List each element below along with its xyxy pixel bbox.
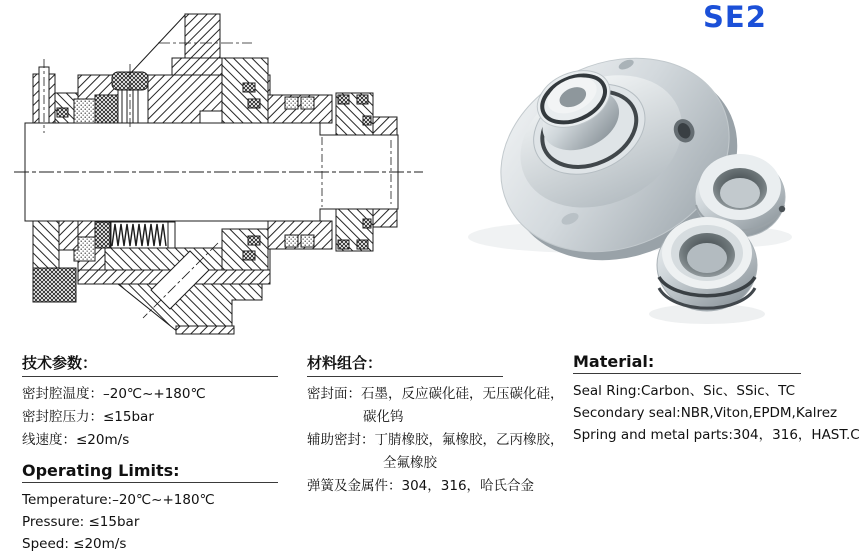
operating-limits-heading: Operating Limits:: [22, 461, 278, 483]
o-ring: [243, 83, 255, 92]
material-line: 全氟橡胶: [383, 455, 437, 471]
product-photo: [430, 25, 850, 340]
material-line: 碳化钨: [363, 409, 404, 425]
material-line: 密封面：石墨，反应碳化硅，无压碳化硅，: [307, 386, 564, 402]
tech-params-section: [22, 352, 278, 555]
material-en-line: Seal Ring:Carbon、Sic、SSic、TC: [573, 383, 796, 399]
materials-en-heading: Material:: [573, 352, 801, 374]
tech-param-line: 密封腔压力：≤15bar: [22, 409, 154, 425]
o-ring: [248, 99, 260, 108]
material-line: 辅助密封：丁腈橡胶，氟橡胶，乙丙橡胶，: [307, 432, 564, 448]
operating-limit-line: Pressure: ≤15bar: [22, 514, 140, 530]
product-code-title: SE2: [703, 0, 767, 34]
packing-top: [74, 99, 95, 123]
materials-cn-section: [307, 352, 569, 498]
material-line: 弹簧及金属件：304，316，哈氏合金: [307, 478, 535, 494]
operating-limit-line: Speed: ≤20m/s: [22, 536, 127, 552]
seal-ring-front: [657, 217, 757, 311]
bottom-boss: [118, 284, 262, 332]
cross-section-drawing: [0, 0, 430, 345]
materials-en-section: [573, 352, 860, 446]
material-en-line: Secondary seal:NBR,Viton,EPDM,Kalrez: [573, 405, 838, 421]
tech-param-line: 密封腔温度：–20℃~+180℃: [22, 386, 206, 402]
materials-cn-heading: 材料组合：: [307, 352, 503, 377]
set-screw: [779, 206, 785, 212]
seal-chamber-bottom: [222, 229, 268, 270]
tech-params-heading: 技术参数：: [22, 352, 278, 377]
gland-tower: [185, 14, 220, 58]
tech-param-line: 线速度：≤20m/s: [22, 432, 130, 448]
material-en-line: Spring and metal parts:304，316，HAST.C: [573, 427, 860, 443]
operating-limit-line: Temperature:–20℃~+180℃: [22, 492, 215, 508]
